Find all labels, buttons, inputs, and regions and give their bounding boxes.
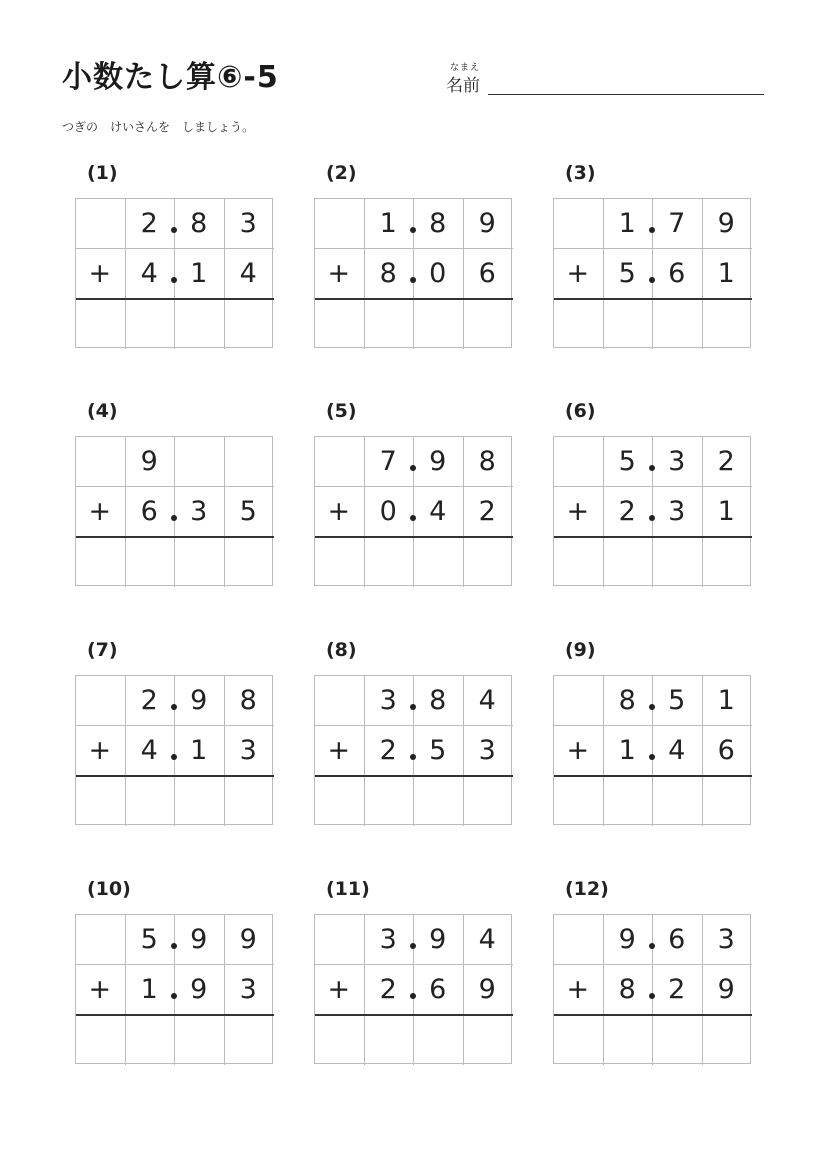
digit-cell: 6 [140,495,158,527]
digit-cell: 4 [140,734,158,766]
digit-cell: 4 [429,495,447,527]
digit-cell: 2 [618,495,636,527]
decimal-point [649,704,655,710]
digit-cell: 3 [478,734,496,766]
digit-cell: 3 [190,495,208,527]
decimal-point [410,227,416,233]
plus-sign: + [327,495,351,527]
answer-cell[interactable] [125,537,175,587]
problem-number: (4) [87,400,118,422]
problem-number: (5) [326,400,357,422]
digit-cell: 1 [717,684,735,716]
page-title: 小数たし算⑥-5 [62,60,279,95]
digit-cell: 9 [190,923,208,955]
digit-cell: 1 [717,257,735,289]
decimal-point [649,465,655,471]
digit-cell: 5 [429,734,447,766]
digit-cell: 4 [140,257,158,289]
digit-cell: 3 [668,495,686,527]
answer-cell[interactable] [702,776,752,826]
digit-cell [553,198,603,248]
digit-cell: 8 [429,684,447,716]
answer-cell[interactable] [314,537,364,587]
plus-sign: + [88,495,112,527]
decimal-point [410,515,416,521]
decimal-point [171,227,177,233]
digit-cell: 8 [239,684,257,716]
answer-cell[interactable] [224,1015,274,1065]
problem-box [553,198,751,348]
digit-cell: 8 [429,207,447,239]
digit-cell: 8 [618,684,636,716]
problem-box [553,675,751,825]
decimal-point [649,993,655,999]
answer-cell[interactable] [603,537,653,587]
problem-number: (7) [87,639,118,661]
answer-cell[interactable] [224,537,274,587]
answer-cell[interactable] [553,537,603,587]
problem-number: (9) [565,639,596,661]
digit-cell [224,436,274,486]
plus-sign: + [566,257,590,289]
answer-cell[interactable] [652,1015,702,1065]
digit-cell: 1 [379,207,397,239]
digit-cell [75,198,125,248]
answer-cell[interactable] [413,776,463,826]
digit-cell: 3 [379,923,397,955]
digit-cell: 9 [239,923,257,955]
digit-cell [553,914,603,964]
problem-box [314,675,512,825]
answer-cell[interactable] [364,776,414,826]
decimal-point [410,993,416,999]
digit-cell: 8 [478,445,496,477]
problem-box [314,198,512,348]
digit-cell: 2 [379,734,397,766]
answer-cell[interactable] [463,1015,513,1065]
answer-cell[interactable] [224,299,274,349]
digit-cell: 3 [239,734,257,766]
digit-cell: 9 [429,445,447,477]
answer-cell[interactable] [174,299,224,349]
digit-cell: 1 [717,495,735,527]
digit-cell: 2 [140,684,158,716]
digit-cell: 5 [618,445,636,477]
digit-cell: 0 [379,495,397,527]
decimal-point [410,754,416,760]
answer-cell[interactable] [413,1015,463,1065]
digit-cell: 2 [140,207,158,239]
problem-box [314,436,512,586]
digit-cell: 9 [618,923,636,955]
digit-cell: 4 [478,684,496,716]
answer-cell[interactable] [553,299,603,349]
digit-cell: 1 [140,973,158,1005]
digit-cell: 0 [429,257,447,289]
answer-cell[interactable] [75,776,125,826]
decimal-point [171,943,177,949]
plus-sign: + [566,973,590,1005]
plus-sign: + [88,734,112,766]
answer-cell[interactable] [75,537,125,587]
plus-sign: + [327,734,351,766]
decimal-point [171,754,177,760]
digit-cell: 3 [717,923,735,955]
plus-sign: + [566,495,590,527]
answer-cell[interactable] [174,776,224,826]
answer-cell[interactable] [603,299,653,349]
digit-cell: 2 [668,973,686,1005]
decimal-point [649,943,655,949]
plus-sign: + [88,257,112,289]
digit-cell: 2 [379,973,397,1005]
digit-cell: 1 [618,734,636,766]
decimal-point [171,704,177,710]
answer-cell[interactable] [75,299,125,349]
decimal-point [649,515,655,521]
digit-cell: 9 [717,973,735,1005]
digit-cell [314,436,364,486]
digit-cell: 1 [190,257,208,289]
digit-cell: 3 [668,445,686,477]
plus-sign: + [88,973,112,1005]
answer-cell[interactable] [125,299,175,349]
problem-number: (8) [326,639,357,661]
decimal-point [649,277,655,283]
answer-cell[interactable] [652,537,702,587]
digit-cell: 2 [717,445,735,477]
digit-cell: 1 [618,207,636,239]
problem-number: (2) [326,162,357,184]
answer-cell[interactable] [75,1015,125,1065]
answer-cell[interactable] [314,1015,364,1065]
digit-cell [75,436,125,486]
digit-cell [174,436,224,486]
problem-box [314,914,512,1064]
problem-box [553,436,751,586]
decimal-point [171,993,177,999]
answer-cell[interactable] [125,776,175,826]
digit-cell: 6 [429,973,447,1005]
problem-number: (1) [87,162,118,184]
digit-cell: 2 [478,495,496,527]
instruction-text: つぎの けいさんを しましょう。 [62,120,255,134]
digit-cell: 6 [668,257,686,289]
digit-cell: 1 [190,734,208,766]
answer-cell[interactable] [702,1015,752,1065]
digit-cell: 9 [190,684,208,716]
plus-sign: + [327,973,351,1005]
decimal-point [171,277,177,283]
problem-box [553,914,751,1064]
decimal-point [649,227,655,233]
digit-cell: 9 [429,923,447,955]
digit-cell: 7 [668,207,686,239]
problem-box [75,198,273,348]
answer-cell[interactable] [702,299,752,349]
name-label: 名前 [446,76,480,96]
digit-cell: 3 [239,973,257,1005]
decimal-point [171,515,177,521]
decimal-point [649,754,655,760]
answer-cell[interactable] [702,537,752,587]
answer-cell[interactable] [652,299,702,349]
plus-sign: + [327,257,351,289]
problem-box [75,675,273,825]
digit-cell: 4 [478,923,496,955]
decimal-point [410,465,416,471]
digit-cell [314,198,364,248]
name-ruby: なまえ [450,63,481,73]
digit-cell: 3 [239,207,257,239]
digit-cell: 9 [478,207,496,239]
answer-cell[interactable] [413,299,463,349]
digit-cell [75,675,125,725]
decimal-point [410,277,416,283]
digit-cell: 4 [668,734,686,766]
answer-cell[interactable] [652,776,702,826]
digit-cell: 5 [239,495,257,527]
digit-cell: 9 [717,207,735,239]
digit-cell: 7 [379,445,397,477]
decimal-point [410,704,416,710]
digit-cell: 8 [190,207,208,239]
problem-number: (3) [565,162,596,184]
answer-cell[interactable] [553,1015,603,1065]
digit-cell [553,436,603,486]
digit-cell: 5 [618,257,636,289]
digit-cell [553,675,603,725]
problem-box [75,914,273,1064]
answer-cell[interactable] [603,1015,653,1065]
name-write-line[interactable] [488,94,764,95]
problem-number: (11) [326,878,370,900]
problem-number: (6) [565,400,596,422]
digit-cell: 4 [239,257,257,289]
digit-cell: 6 [668,923,686,955]
answer-cell[interactable] [314,299,364,349]
answer-cell[interactable] [224,776,274,826]
answer-cell[interactable] [603,776,653,826]
digit-cell: 9 [140,445,158,477]
answer-cell[interactable] [174,537,224,587]
answer-cell[interactable] [174,1015,224,1065]
answer-cell[interactable] [125,1015,175,1065]
problem-number: (10) [87,878,131,900]
answer-cell[interactable] [364,1015,414,1065]
answer-cell[interactable] [463,537,513,587]
problem-number: (12) [565,878,609,900]
digit-cell [314,675,364,725]
answer-cell[interactable] [314,776,364,826]
answer-cell[interactable] [463,776,513,826]
digit-cell: 6 [478,257,496,289]
decimal-point [410,943,416,949]
digit-cell: 9 [478,973,496,1005]
digit-cell: 3 [379,684,397,716]
answer-cell[interactable] [463,299,513,349]
digit-cell: 5 [140,923,158,955]
plus-sign: + [566,734,590,766]
answer-cell[interactable] [413,537,463,587]
digit-cell: 6 [717,734,735,766]
answer-cell[interactable] [364,537,414,587]
problem-box [75,436,273,586]
digit-cell [314,914,364,964]
digit-cell: 8 [618,973,636,1005]
digit-cell: 9 [190,973,208,1005]
digit-cell: 5 [668,684,686,716]
digit-cell: 8 [379,257,397,289]
answer-cell[interactable] [364,299,414,349]
digit-cell [75,914,125,964]
answer-cell[interactable] [553,776,603,826]
